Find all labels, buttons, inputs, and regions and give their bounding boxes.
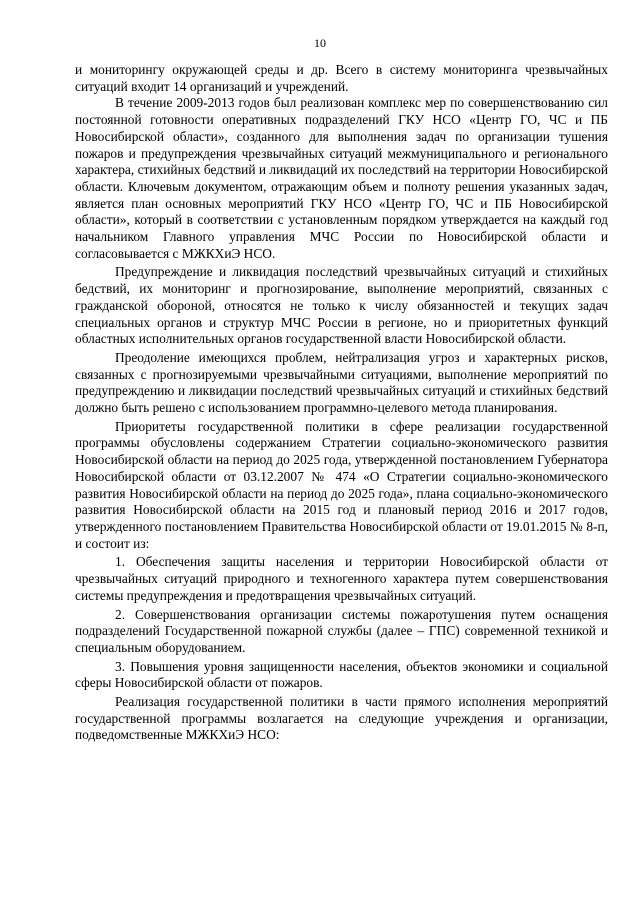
list-item-2: 2. Совершенствования организации системы пожаротушения путем оснащения подразделений Государственной пожарной службы (далее – ГПС) современной техникой и специальным оборудованием. [75, 606, 608, 655]
paragraph-priorities: Приоритеты государственной политики в сфере реализации государственной программы обусловлены содержанием Стратегии социально-экономического развития Новосибирской области на период до 2025 года, утвержденной постановлением Губернатора Новосибирской области от 03.12.2007 № 474 «О Стратегии социально-экономического развития Новосибирской области на период до 2025 года», плана социально-экономического развития Новосибирской области на 2015 год и плановый период 2016 и 2017 годов, утвержденного постановлением Правительства Новосибирской области от 19.01.2015 № 8-п, и состоит из: [75, 418, 608, 551]
paragraph-continuation: и мониторингу окружающей среды и др. Всего в систему мониторинга чрезвычайных ситуаций входит 14 организаций и учреждений. [75, 62, 608, 94]
paragraph-measures: В течение 2009-2013 годов был реализован комплекс мер по совершенствованию сил постоянной готовности оперативных подразделений ГКУ НСО «Центр ГО, ЧС и ПБ Новосибирской области», созданного для выполнения задач по организации тушения пожаров и предупреждения чрезвычайных ситуаций межмуниципального и регионального характера, стихийных бедствий и ликвидаций их последствий на территории Новосибирской области. Ключевым документом, отражающим объем и полноту решения указанных задач, является план основных мероприятий ГКУ НСО «Центр ГО, ЧС и ПБ Новосибирской области», который в соответствии с установленным порядком утверждается на каждый год начальником Главного управления МЧС России по Новосибирской области и согласовывается с МЖКХиЭ НСО. [75, 95, 608, 261]
page-number: 10 [314, 36, 326, 50]
paragraph-prevention: Предупреждение и ликвидация последствий чрезвычайных ситуаций и стихийных бедствий, их мониторинг и прогнозирование, выполнение мероприятий, связанных с гражданской обороной, относятся не только к числу обязанностей и текущих задач специальных органов и структур МЧС России в регионе, но и приоритетных функций областных исполнительных органов государственной власти Новосибирской области. [75, 264, 608, 347]
list-item-1: 1. Обеспечения защиты населения и территории Новосибирской области от чрезвычайных ситуаций природного и техногенного характера путем совершенствования системы предупреждения и предотвращения чрезвычайных ситуаций. [75, 554, 608, 603]
document-body [75, 62, 608, 744]
paragraph-overcoming-problems: Преодоление имеющихся проблем, нейтрализация угроз и характерных рисков, связанных с прогнозируемыми чрезвычайными ситуациями, выполнение мероприятий по предупреждению и ликвидации последствий чрезвычайных ситуаций и стихийных бедствий должно быть решено с использованием программно-целевого метода планирования. [75, 349, 608, 416]
paragraph-implementation: Реализация государственной политики в части прямого исполнения мероприятий государственной программы возлагается на следующие учреждения и организации, подведомственные МЖКХиЭ НСО: [75, 694, 608, 743]
list-item-3: 3. Повышения уровня защищенности населения, объектов экономики и социальной сферы Новосибирской области от пожаров. [75, 658, 608, 691]
